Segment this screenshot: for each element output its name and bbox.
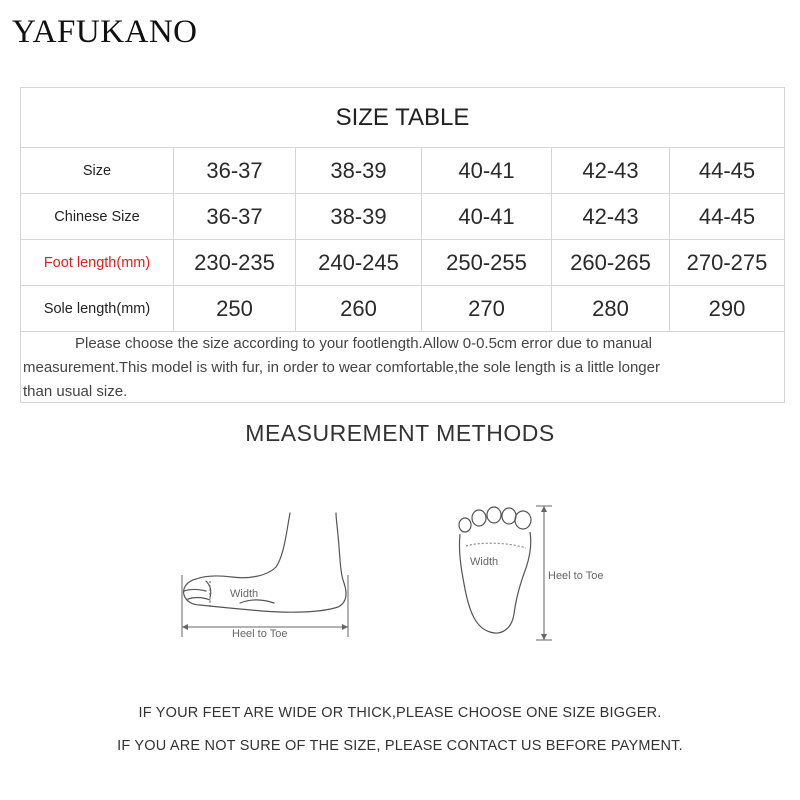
table-cell: 260-265 bbox=[552, 240, 670, 285]
arch-line bbox=[240, 600, 274, 603]
toe-icon bbox=[487, 507, 501, 523]
note-line: measurement.This model is with fur, in order to wear comfortable,the sole length is a little longer bbox=[23, 359, 660, 376]
table-cell: 36-37 bbox=[174, 194, 296, 239]
toe-icon bbox=[502, 508, 516, 524]
side-foot-diagram bbox=[170, 505, 370, 650]
table-cell: 280 bbox=[552, 286, 670, 331]
table-cell: 38-39 bbox=[296, 148, 422, 193]
note-line: Please choose the size according to your footlength.Allow 0-0.5cm error due to manual bbox=[75, 335, 652, 352]
table-cell: 40-41 bbox=[422, 194, 552, 239]
footer-note-wide-feet: IF YOUR FEET ARE WIDE OR THICK,PLEASE CHOOSE ONE SIZE BIGGER. bbox=[138, 705, 662, 721]
table-cell: 40-41 bbox=[422, 148, 552, 193]
table-title: SIZE TABLE bbox=[21, 88, 784, 148]
row-label: Sole length(mm) bbox=[21, 286, 174, 331]
size-table bbox=[20, 87, 785, 403]
foot-outline bbox=[184, 513, 346, 612]
row-label: Size bbox=[21, 148, 174, 193]
table-cell: 270-275 bbox=[686, 249, 768, 275]
row-label: Chinese Size bbox=[21, 194, 174, 239]
table-row-foot-length bbox=[21, 240, 784, 286]
table-row-sole-length bbox=[21, 286, 784, 332]
side-width-label: Width bbox=[230, 588, 259, 600]
toe-lines bbox=[184, 581, 211, 600]
size-note bbox=[21, 332, 784, 404]
table-cell: 240-245 bbox=[296, 240, 422, 285]
footer-note-contact: IF YOU ARE NOT SURE OF THE SIZE, PLEASE CONTACT US BEFORE PAYMENT. bbox=[117, 738, 683, 754]
note-line: than usual size. bbox=[23, 383, 128, 400]
brand-logo: YAFUKANO bbox=[12, 14, 198, 50]
toe-icon bbox=[472, 510, 486, 526]
top-foot-diagram bbox=[448, 498, 638, 648]
table-cell: 290 bbox=[708, 295, 746, 321]
toe-icon bbox=[515, 511, 531, 529]
toe-icon bbox=[459, 518, 471, 532]
table-row-size bbox=[21, 148, 784, 194]
measurement-title: MEASUREMENT METHODS bbox=[245, 420, 555, 446]
table-cell: 44-45 bbox=[698, 203, 756, 229]
table-cell: 250 bbox=[174, 286, 296, 331]
table-cell: 38-39 bbox=[296, 194, 422, 239]
table-cell: 36-37 bbox=[174, 148, 296, 193]
table-row-chinese-size bbox=[21, 194, 784, 240]
table-cell: 42-43 bbox=[552, 148, 670, 193]
table-cell: 250-255 bbox=[422, 240, 552, 285]
table-cell: 230-235 bbox=[174, 240, 296, 285]
table-cell: 44-45 bbox=[698, 157, 756, 183]
table-cell: 42-43 bbox=[552, 194, 670, 239]
top-length-label: Heel to Toe bbox=[548, 570, 604, 582]
top-width-label: Width bbox=[470, 556, 499, 568]
table-cell: 260 bbox=[296, 286, 422, 331]
side-length-label: Heel to Toe bbox=[232, 628, 288, 640]
table-cell: 270 bbox=[422, 286, 552, 331]
sole-outline bbox=[459, 532, 530, 633]
row-label-highlighted: Foot length(mm) bbox=[21, 240, 174, 285]
